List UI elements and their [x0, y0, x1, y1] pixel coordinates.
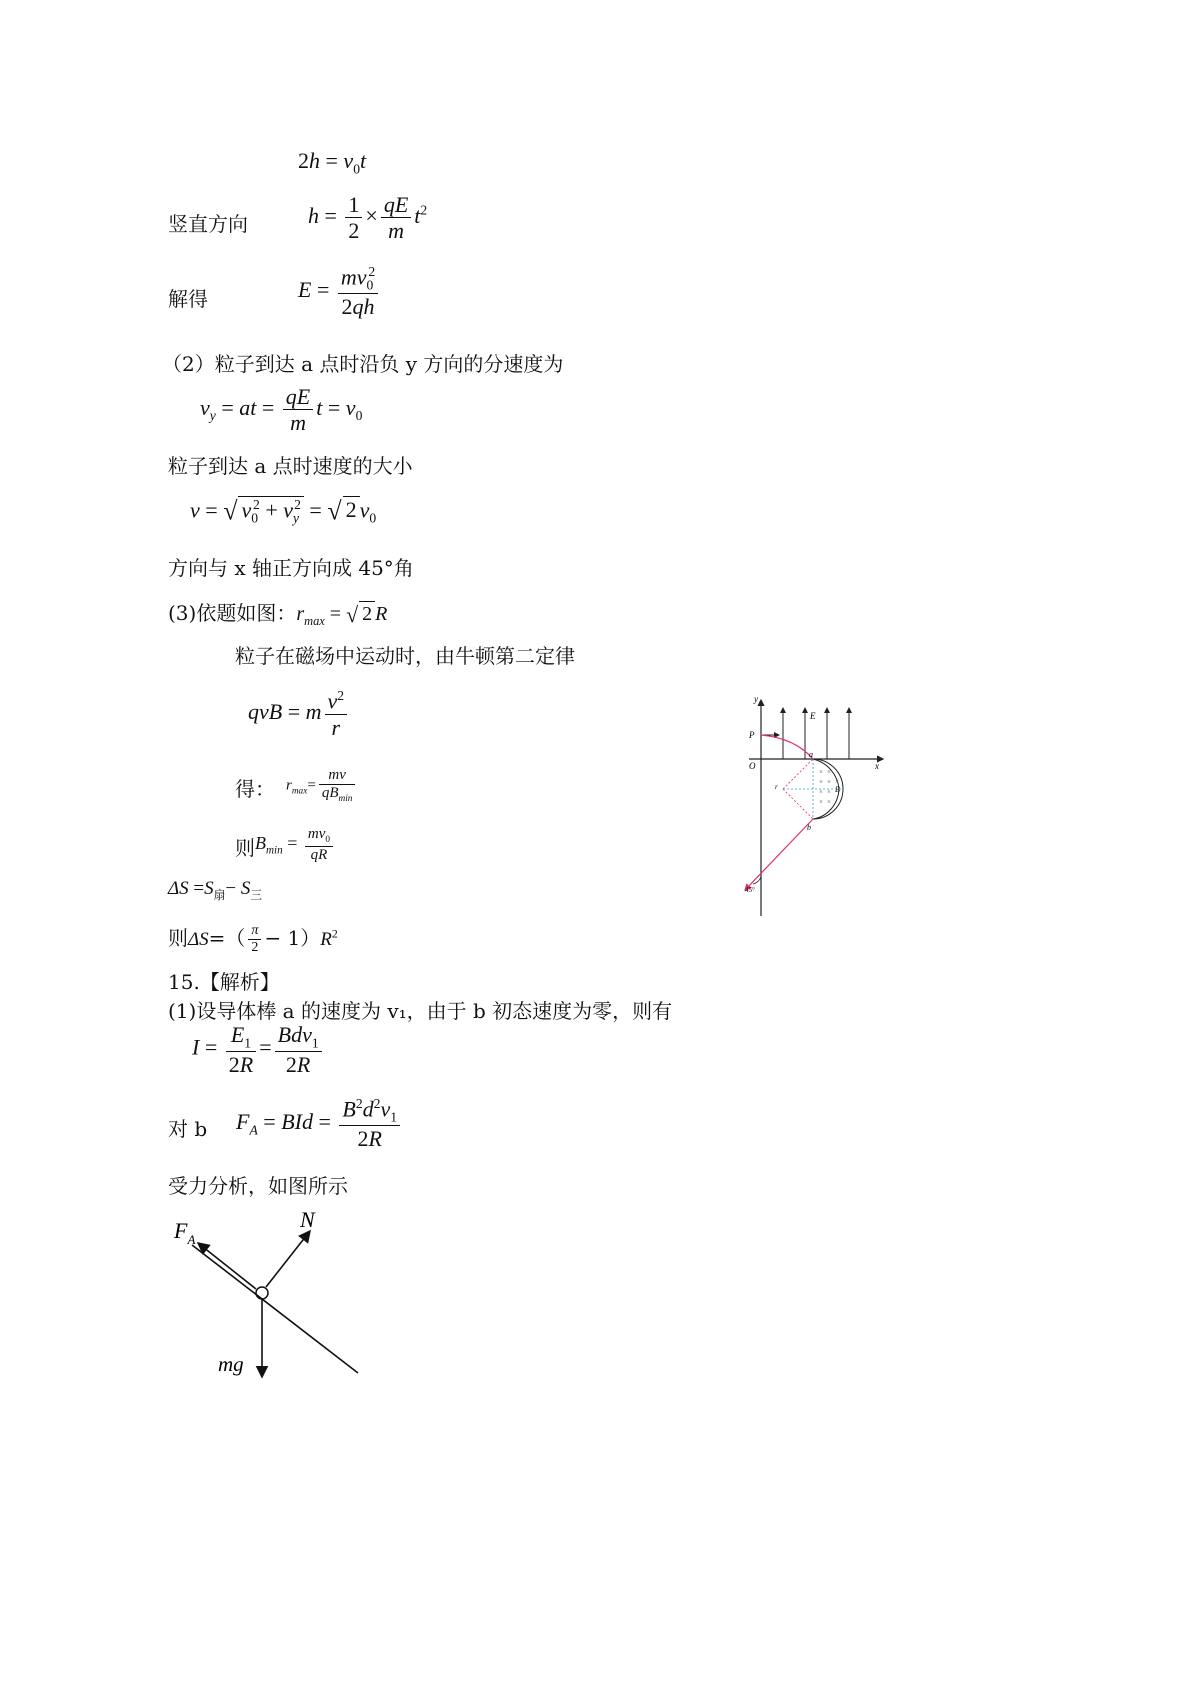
origin-label: O — [749, 761, 756, 771]
eq-current: I = $\frac{E_1}{2R}$ = $\frac{Bdv_1}{2R}$ — [192, 1022, 325, 1077]
eq-vertical-velocity: $v_y$ = at = $\frac{qE}{m}$ $t = v_0$ — [200, 384, 363, 436]
heading-problem-15: 15.【解析】 — [168, 970, 280, 994]
label-for-b: 对 b — [168, 1117, 208, 1141]
svg-text:×: × — [819, 798, 823, 806]
text-direction-45: 方向与 x 轴正方向成 45°角 — [168, 556, 414, 580]
text-part3: (3)依题如图：$r_{max}$ = √ 2 R — [168, 601, 388, 628]
text-problem-15-part1: (1)设导体棒 a 的速度为 v₁，由于 b 初态速度为零，则有 — [168, 999, 673, 1023]
eq-horizontal-displacement: $2h = v_0t$ — [298, 148, 367, 177]
svg-text:×: × — [827, 798, 831, 806]
rod-b — [256, 1287, 268, 1299]
point-b-label: b — [807, 823, 811, 832]
label-solve: 解得 — [168, 287, 208, 311]
svg-text:×: × — [819, 788, 823, 796]
y-axis-label: y — [754, 694, 758, 704]
eq-lorentz-centripetal: qvB = m $\frac{v^2}{r}$ — [248, 688, 350, 740]
eq-ampere-force: $F_A$ = BId = $\frac{B^2d^2v_1}{2R}$ — [236, 1096, 403, 1152]
svg-text:×: × — [819, 778, 823, 786]
label-n: N — [300, 1207, 315, 1232]
figure-particle-trajectory — [735, 692, 895, 924]
eq-b-min: $B_{min}$ = $\frac{mv_0}{qR}$ — [255, 826, 336, 864]
eq-field-strength: E = $\frac{mv_0^2}{2qh}$ — [298, 264, 381, 320]
electric-field-arrows — [783, 708, 849, 759]
field-e-label: E — [810, 711, 816, 721]
label-then: 则 — [235, 836, 255, 860]
eq-vertical-displacement: h = $\frac{1}{2}$ × $\frac{qE}{m}$ $t^2$ — [308, 192, 428, 244]
eq-area-difference: $\Delta S =S_扇- S_三$ — [168, 878, 263, 902]
text-newton-second-law: 粒子在磁场中运动时，由牛顿第二定律 — [235, 644, 575, 668]
angle-label: 45° — [745, 886, 755, 894]
incline-line — [192, 1245, 358, 1373]
force-n-arrow — [266, 1231, 310, 1287]
text-part3-label: (3)依题如图： — [168, 601, 297, 625]
text-part2-intro: （2）粒子到达 a 点时沿负 y 方向的分速度为 — [162, 352, 564, 376]
radius-label: r — [775, 783, 778, 791]
label-mg: mg — [218, 1352, 244, 1376]
label-fa: $F_A$ — [174, 1218, 196, 1247]
eq-area-result: 则ΔS=（ $\frac{\pi}{2}$ − $1)R^2$ — [168, 922, 338, 955]
text-force-analysis: 受力分析，如图所示 — [168, 1174, 348, 1198]
svg-text:×: × — [835, 778, 839, 786]
figure-force-analysis — [170, 1205, 370, 1390]
svg-text:×: × — [827, 778, 831, 786]
svg-text:×: × — [827, 768, 831, 776]
eq-r-max: $r_{max}=$ $\frac{mv}{qB_{min}}$ — [286, 767, 358, 805]
point-a-label: a — [809, 750, 813, 759]
label-get: 得： — [235, 777, 275, 801]
exit-path — [745, 819, 813, 890]
point-p-label: P — [749, 730, 755, 740]
force-fa-arrow — [198, 1243, 256, 1289]
eq-speed-magnitude: v = √ $v_0^2 + v_y^2$ = √ 2 $v_0$ — [190, 496, 377, 526]
svg-text:×: × — [819, 768, 823, 776]
x-axis-label: x — [875, 761, 879, 771]
svg-text:×: × — [827, 788, 831, 796]
label-vertical-direction: 竖直方向 — [168, 212, 248, 236]
text-speed-at-a: 粒子到达 a 点时速度的大小 — [168, 454, 413, 478]
field-b-label: B — [835, 785, 840, 794]
